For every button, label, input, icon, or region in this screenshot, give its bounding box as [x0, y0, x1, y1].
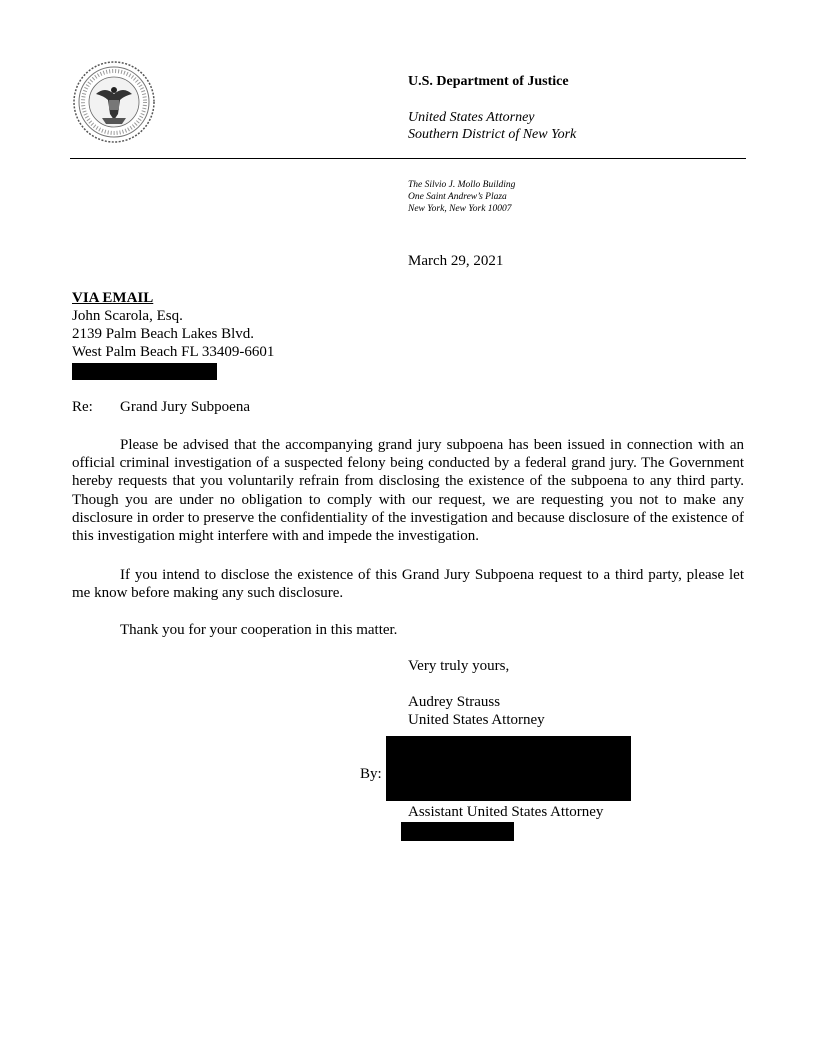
- signature-redaction: [386, 736, 631, 801]
- re-subject: Grand Jury Subpoena: [120, 399, 250, 415]
- signer-title: United States Attorney: [408, 712, 545, 728]
- address-line-1: The Silvio J. Mollo Building: [408, 180, 516, 190]
- body-paragraph: Thank you for your cooperation in this matter.: [120, 622, 398, 638]
- letterhead-divider: [70, 158, 746, 159]
- name-redaction: [401, 822, 514, 841]
- body-paragraph: Please be advised that the accompanying grand jury subpoena has been issued in connection with an official criminal investigation of a suspected felony being conducted by a federal grand jury. The Government hereby requests that you voluntarily refrain from disclosing the existence of the subpoena to any third party. Though you are under no obligation to comply with our request, we are requesting you not to make any disclosure in order to preserve the confidentiality of the investigation and because disclosure of the existence of this investigation might interfere with and impede the investigation.: [72, 437, 744, 545]
- letter-date: March 29, 2021: [408, 253, 504, 269]
- address-line-2: One Saint Andrew’s Plaza: [408, 192, 507, 202]
- doj-seal-icon: [72, 60, 156, 144]
- recipient-street: 2139 Palm Beach Lakes Blvd.: [72, 326, 255, 342]
- department-name: U.S. Department of Justice: [408, 74, 569, 89]
- office-address: [408, 179, 515, 215]
- by-label: By:: [360, 766, 382, 782]
- delivery-method: VIA EMAIL: [72, 290, 154, 306]
- re-label: Re:: [72, 399, 93, 415]
- office-line-1: United States Attorney: [408, 110, 535, 125]
- signer-block: [408, 693, 545, 729]
- signer-name: Audrey Strauss: [408, 694, 501, 710]
- office-name: [408, 109, 576, 143]
- body-paragraph: If you intend to disclose the existence of this Grand Jury Subpoena request to a third party, please let me know before making any such disclosure.: [72, 567, 744, 602]
- closing: Very truly yours,: [408, 658, 510, 674]
- recipient-name: John Scarola, Esq.: [72, 308, 183, 324]
- redaction-box: [72, 363, 217, 380]
- office-line-2: Southern District of New York: [408, 127, 577, 142]
- assistant-title: Assistant United States Attorney: [408, 804, 604, 820]
- recipient-city: West Palm Beach FL 33409-6601: [72, 344, 275, 360]
- recipient-block: [72, 289, 274, 361]
- address-line-3: New York, New York 10007: [408, 204, 512, 214]
